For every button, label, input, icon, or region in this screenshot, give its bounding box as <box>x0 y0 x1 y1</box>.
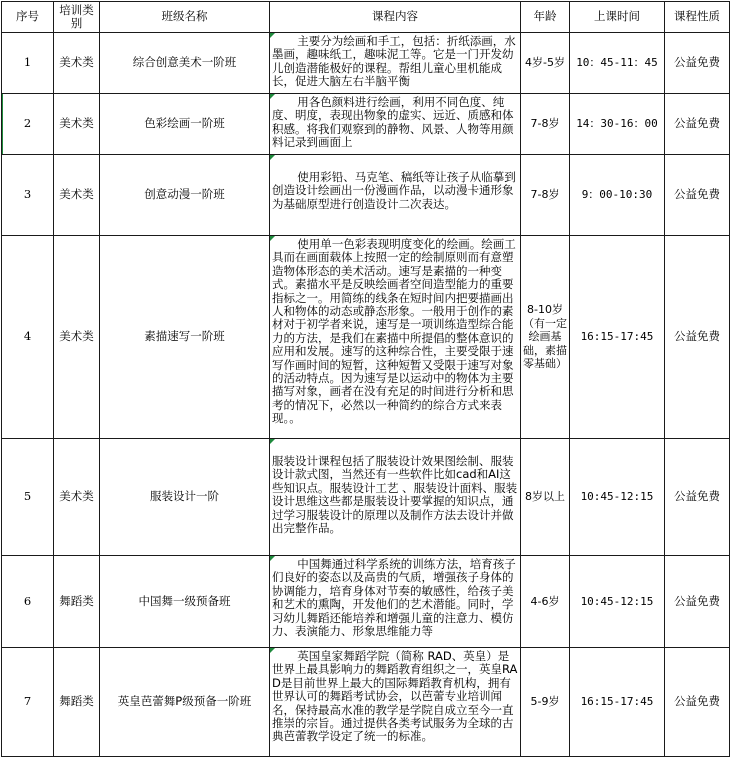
row-nature: 公益免费 <box>665 648 730 757</box>
row-age: 8岁以上 <box>521 439 570 556</box>
row-no: 2 <box>2 94 54 155</box>
row-category: 美术类 <box>54 33 100 94</box>
row-category: 舞蹈类 <box>54 556 100 648</box>
comment-flag-icon <box>270 94 275 99</box>
row-nature: 公益免费 <box>665 155 730 236</box>
row-class-name: 创意动漫一阶班 <box>100 155 270 236</box>
row-nature: 公益免费 <box>665 439 730 556</box>
row-category: 美术类 <box>54 155 100 236</box>
course-table <box>1 1 730 757</box>
table-row <box>2 94 730 155</box>
table-row <box>2 155 730 236</box>
row-no: 5 <box>2 439 54 556</box>
header-row <box>2 2 730 33</box>
comment-flag-icon <box>270 155 275 160</box>
row-nature: 公益免费 <box>665 94 730 155</box>
row-no: 6 <box>2 556 54 648</box>
row-no: 1 <box>2 33 54 94</box>
row-content <box>270 94 521 155</box>
row-content-text: 使用彩铅、马克笔、稿纸等让孩子从临摹到创造设计绘画出一份漫画作品，以动漫卡通形象为基础原型进行创造设计二次表达。 <box>272 170 516 211</box>
row-class-name: 中国舞一级预备班 <box>100 556 270 648</box>
row-age: 7-8岁 <box>521 155 570 236</box>
row-no: 4 <box>2 236 54 439</box>
row-age: 7-8岁 <box>521 94 570 155</box>
header-nature: 课程性质 <box>665 2 730 33</box>
row-content-text: 主要分为绘画和手工，包括：折纸添画，水墨画，趣味纸工，趣味泥工等。它是一门开发幼儿创造潜能极好的课程。帮组儿童心里机能成长，促进大脑左右半脑平衡 <box>272 34 516 89</box>
row-nature: 公益免费 <box>665 236 730 439</box>
table-row <box>2 556 730 648</box>
row-time: 10:45-12:15 <box>570 439 665 556</box>
row-time: 16:15-17:45 <box>570 236 665 439</box>
row-content-text: 英国皇家舞蹈学院（简称 RAD、英皇）是世界上最具影响力的舞蹈教育组织之一，英皇RAD是目前世界上最大的国际舞蹈教育机构，拥有世界认可的舞蹈考试协会，以芭蕾专业培训闻名，保持最高水准的教学是学院自成立至今一直推崇的宗旨。通过提供各类考试服务为全球的古典芭蕾教学设定了统一的标准。 <box>272 649 518 744</box>
row-no: 7 <box>2 648 54 757</box>
header-age: 年龄 <box>521 2 570 33</box>
row-content-text: 中国舞通过科学系统的训练方法，培育孩子们良好的姿态以及高贵的气质，增强孩子身体的协调能力，培育身体对节奏的敏感性，给孩子美和艺术的熏陶，开发他们的艺术潜能。同时，学习幼儿舞蹈还能培养和增强儿童的注意力、模仿力、表演能力、形象思维能力等 <box>272 557 516 639</box>
row-content <box>270 155 521 236</box>
row-no: 3 <box>2 155 54 236</box>
row-nature: 公益免费 <box>665 33 730 94</box>
row-time: 10：45-11：45 <box>570 33 665 94</box>
row-age: 5-9岁 <box>521 648 570 757</box>
row-content-text: 使用单一色彩表现明度变化的绘画。绘画工具而在画面载体上按照一定的绘制原则而有意塑造物体形态的美术活动。速写是素描的一种变式。素描水平是反映绘画者空间造型能力的重要指标之一。用简练的线条在短时间内把要描画出人和物体的动态或静态形象。一般用于创作的素材对于初学者来说，速写是一项训练造型综合能力的方法，是我们在素描中所提倡的整体意识的应用和发展。速写的这种综合性，主要受限于速写作画时间的短暂，这种短暂又受限于速写对象的活动特点。因为速写是以运动中的物体为主要描写对象，画者在没有充足的时间进行分析和思考的情况下，必然以一种简约的综合方式来表现。。 <box>272 237 516 426</box>
header-time: 上课时间 <box>570 2 665 33</box>
row-class-name: 素描速写一阶班 <box>100 236 270 439</box>
table-row <box>2 439 730 556</box>
row-class-name: 服装设计一阶 <box>100 439 270 556</box>
table-row <box>2 648 730 757</box>
row-time: 10:45-12:15 <box>570 556 665 648</box>
row-nature: 公益免费 <box>665 556 730 648</box>
row-time: 14：30-16：00 <box>570 94 665 155</box>
header-no: 序号 <box>2 2 54 33</box>
row-content <box>270 439 521 556</box>
row-category: 美术类 <box>54 94 100 155</box>
row-content <box>270 556 521 648</box>
row-category: 美术类 <box>54 439 100 556</box>
row-age: 4-6岁 <box>521 556 570 648</box>
row-class-name: 英皇芭蕾舞P级预备一阶班 <box>100 648 270 757</box>
comment-flag-icon <box>270 556 275 561</box>
row-content-text: 服装设计课程包括了服装设计效果图绘制、服装设计款式图，当然还有一些软件比如cad和AI这些知识点。服装设计工艺 、服装设计面料、服装设计思维这些都是服装设计要掌握的知识点，通过学习服装设计的原理以及制作方法去设计并做出完整作品。 <box>272 454 518 536</box>
header-content: 课程内容 <box>270 2 521 33</box>
table-row <box>2 33 730 94</box>
row-time: 16:15-17:45 <box>570 648 665 757</box>
row-category: 舞蹈类 <box>54 648 100 757</box>
comment-flag-icon <box>270 648 275 653</box>
header-category: 培训类别 <box>54 2 100 33</box>
header-class-name: 班级名称 <box>100 2 270 33</box>
row-class-name: 色彩绘画一阶班 <box>100 94 270 155</box>
row-age: 4岁-5岁 <box>521 33 570 94</box>
row-content-text: 用各色颜料进行绘画，利用不同色度、纯度、明度，表现出物象的虚实、远近、质感和体积感。将我们观察到的静物、风景、人物等用颜料记录到画面上 <box>272 95 514 150</box>
row-category: 美术类 <box>54 236 100 439</box>
row-time: 9：00-10:30 <box>570 155 665 236</box>
row-class-name: 综合创意美术一阶班 <box>100 33 270 94</box>
comment-flag-icon <box>270 236 275 241</box>
row-content <box>270 33 521 94</box>
selection-marker-icon <box>2 94 4 154</box>
comment-flag-icon <box>270 439 275 444</box>
table-row <box>2 236 730 439</box>
comment-flag-icon <box>270 33 275 38</box>
row-content <box>270 648 521 757</box>
row-age: 8-10岁（有一定绘画基础，素描零基础） <box>521 236 570 439</box>
row-content <box>270 236 521 439</box>
